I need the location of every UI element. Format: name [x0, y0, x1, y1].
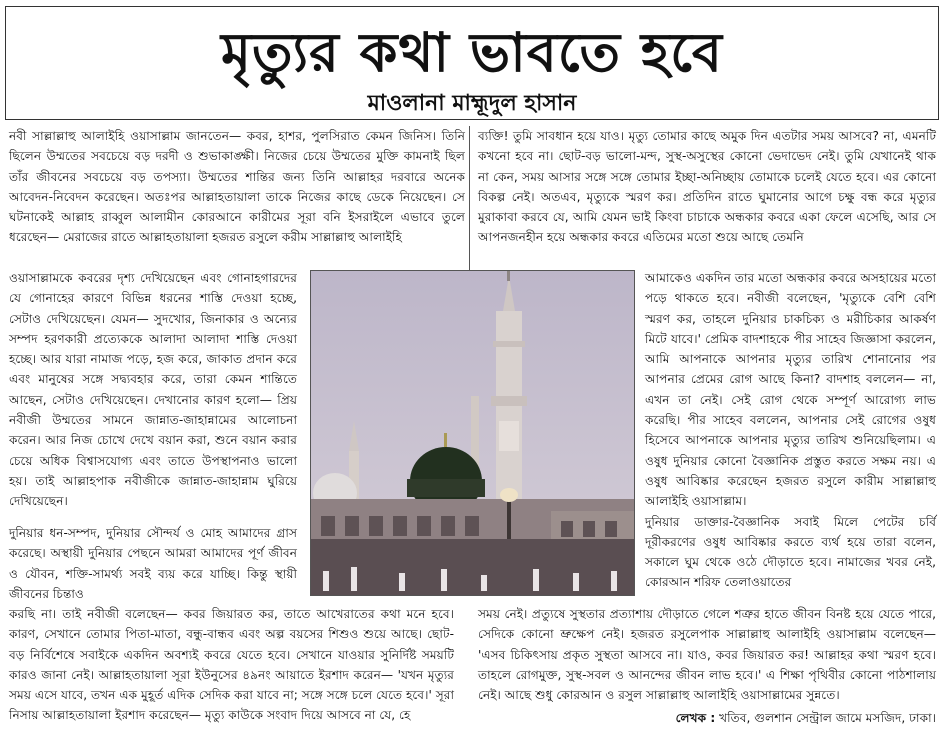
paragraph: ওয়াসাল্লামকে কবরের দৃশ্য দেখিয়েছেন এবং গোনাহগারদের যে গোনাহের কারণে বিভিন্ন ধরনের শাস্তি দেওয়া হচ্ছে, সেটাও দেখিয়েছেন। যেমন— সুদখোর, জিনাকার ও অন্যের সম্পদ হরণকারী প্রত্যেককে আলাদা আলাদা শাস্তি দেওয়া হচ্ছে। আর যারা নামাজ পড়ে, হজ করে, জাকাত প্রদান করে এবং মানুষের সঙ্গে সদ্ব্যবহার করে, তারা কেমন শান্তিতে আছেন, সেটাও দেখিয়েছেন। দেখানোর কারণ হলো— প্রিয় নবীজী উম্মতের সামনে জান্নাত-জাহান্নামের আলোচনা করেন। আর নিজ চোখে দেখে বয়ান করা, শুনে বয়ান করার চেয়ে অধিক বিশ্বাসযোগ্য এবং তাতে উপস্থাপনাও ভালো হয়। তাই আল্লাহপাক নবীজীকে জান্নাত-জাহান্নাম ঘুরিয়ে দেখিয়েছেন। [9, 271, 297, 509]
author-label: লেখক : [675, 711, 716, 725]
article-byline: মাওলানা মাহ্মূদুল হাসান [367, 91, 577, 116]
paragraph: করছি না। তাই নবীজী বলেছেন— কবর জিয়ারত কর, তাতে আখেরাতের কথা মনে হবে। কারণ, সেখানে তোমার পিতা-মাতা, বন্ধু-বান্ধব এবং অল্প বয়সের শিশুও শুয়ে আছে। ছোট-বড় নির্বিশেষে সবাইকে একদিন অবশ্যই কবরে যেতে হবে। সেখানে যাওয়ার সুনির্দিষ্ট সময়টি কারও জানা নেই। আল্লাহতায়ালা সূরা ইউনুসের ৪৯নং আয়াতে ইরশাদ করেন— 'যখন মৃত্যুর সময় এসে যাবে, তখন এক মুহূর্ত এদিক সেদিক করা যাবে না; সঙ্গে সঙ্গে চলে যেতে হবে।' সূরা নিসায় আল্লাহতায়ালা ইরশাদ করেছেন— মৃত্যু কাউকে সংবাদ দিয়ে আসবে না যে, হে [9, 607, 454, 723]
mosque-photo-icon [311, 271, 635, 596]
paragraph: দুনিয়ার ডাক্তার-বৈজ্ঞানিক সবাই মিলে পেটের চর্বি দূরীকরণের ওষুধ আবিষ্কার করতে ব্যর্থ হয়ে তারা বলেন, সকালে ঘুম থেকে ওঠে দৌড়াতে হবে। নামাজের খবর নেই, কোরআন শরিফ তেলাওয়াতের [645, 514, 936, 590]
paragraph: ব্যক্তি! তুমি সাবধান হয়ে যাও। মৃত্যু তোমার কাছে অমুক দিন এতটার সময় আসবে? না, এমনটি কখনো হবে না। ছোট-বড় ভালো-মন্দ, সুস্থ-অসুস্থের কোনো ভেদাভেদ নেই। তুমি যেখানেই থাক না কেন, সময় আসার সঙ্গে সঙ্গে তোমার ইচ্ছা-অনিচ্ছায় তোমাকে চলেই যেতে হবে। এর কোনো বিকল্প নেই। অতএব, মৃত্যুকে স্মরণ কর। প্রতিদিন রাতে ঘুমানোর আগে চক্ষু বন্ধ করে মৃত্যুর মুরাকাবা করবে যে, আমি যেমন ভাই কিংবা চাচাকে অন্ধকার কবরে একা ফেলে এসেছি, আর সে আপনজনহীন হয়ে অন্ধকার কবরে এতিমের মতো শুয়ে আছে তেমনি [478, 129, 936, 245]
bottom-right-block [478, 604, 936, 705]
right-column-middle [645, 268, 936, 593]
paragraph: নবী সাল্লাল্লাহু আলাইহি ওয়াসাল্লাম জানতেন— কবর, হাশর, পুলসিরাত কেমন জিনিস। তিনি ছিলেন উম্মতের সবচেয়ে বড় দরদী ও শুভাকাঙ্ক্ষী। নিজের চেয়ে উম্মতের মুক্তি কামনাই ছিল তাঁর জীবনের সবচেয়ে বড় তপস্যা। উম্মতের শান্তির জন্য তিনি আল্লাহর দরবারে অনেক আবেদন-নিবেদন করেছেন। অতঃপর আল্লাহতায়ালা তাকে নিজের কাছে ডেকে নিয়েছেন। সে ঘটনাকেই আল্লাহ রাব্বুল আলামীন কোরআনে কারীমের সূরা বনি ইসরাইলে এভাবে তুলে ধরেছেন— মেরাজের রাতে আল্লাহতায়ালা হজরত রসুলে করীম সাল্লাল্লাহু আলাইহি [9, 129, 465, 245]
article-title: মৃত্যুর কথা ভাবতে হবে [221, 21, 723, 84]
paragraph: আমাকেও একদিন তার মতো অন্ধকার কবরে অসহায়ের মতো পড়ে থাকতে হবে। নবীজী বলেছেন, 'মৃত্যুকে বেশি বেশি স্মরণ কর, তাহলে দুনিয়ার চাকচিক্য ও মরীচিকার আকর্ষণ মিটে যাবে।' প্রেমিক বাদশাহকে পীর সাহেব জিজ্ঞাসা করলেন, আমি আপনাকে আপনার মৃত্যুর তারিখ শোনানোর পর আপনার প্রেমের রোগ আছে কিনা? বাদশাহ বললেন— না, এখন তা নেই। সেই রোগ থেকে সম্পূর্ণ আরোগ্য লাভ করেছি। পীর সাহেব বললেন, আপনার সেই রোগের ওষুধ হিসেবে আপনাকে আপনার মৃত্যুর তারিখ শুনিয়েছিলাম। এ ওষুধ দুনিয়ার কোনো বৈজ্ঞানিক প্রস্তুত করতে সক্ষম নয়। এ ওষুধ আবিষ্কার করেছেন হজরত রসুলে কারীম সাল্লাল্লাহু আলাইহি ওয়াসাল্লাম। [645, 271, 936, 509]
paragraph: সময় নেই। প্রত্যুষে সুস্থতার প্রত্যাশায় দৌড়াতে গেলে শত্রুর হাতে জীবন বিনষ্ট হয়ে যেতে পারে, সেদিকে কোনো ভ্রুক্ষেপ নেই। হজরত রসুলেপাক সাল্লাল্লাহু আলাইহি ওয়াসাল্লাম বলেছেন— 'এসব চিকিৎসায় প্রকৃত সুস্থতা আসবে না। যাও, কবর জিয়ারত কর! আল্লাহর কথা স্মরণ হবে। তাহলে রোগমুক্ত, সুস্থ-সবল ও আনন্দের জীবন লাভ হবে।' এ শিক্ষা পৃথিবীর কোনো পাঠশালায় নেই। আছে শুধু কোরআন ও রসুল সাল্লাল্লাহু আলাইহি ওয়াসাল্লামের সুন্নতে। [478, 607, 936, 703]
left-column-bottom [9, 523, 297, 604]
author-text: খতিব, গুলশান সেন্ট্রাল জামে মসজিদ, ঢাকা। [719, 711, 936, 725]
bottom-left-block [9, 604, 454, 726]
left-column-middle [9, 268, 297, 512]
mosque-photo [310, 270, 635, 596]
title-box [5, 6, 939, 120]
author-credit [676, 708, 936, 728]
paragraph: দুনিয়ার ধন-সম্পদ, দুনিয়ার সৌন্দর্য ও মোহ আমাদের গ্রাস করেছে। অস্থায়ী দুনিয়ার পেছনে আমরা আমাদের পূর্ণ জীবন ও যৌবন, শক্তি-সামর্থ্য সবই ব্যয় করে যাচ্ছি। কিন্তু স্থায়ী জীবনের চিন্তাও [9, 526, 297, 601]
left-column-top [9, 126, 465, 248]
right-column-top [478, 126, 936, 248]
